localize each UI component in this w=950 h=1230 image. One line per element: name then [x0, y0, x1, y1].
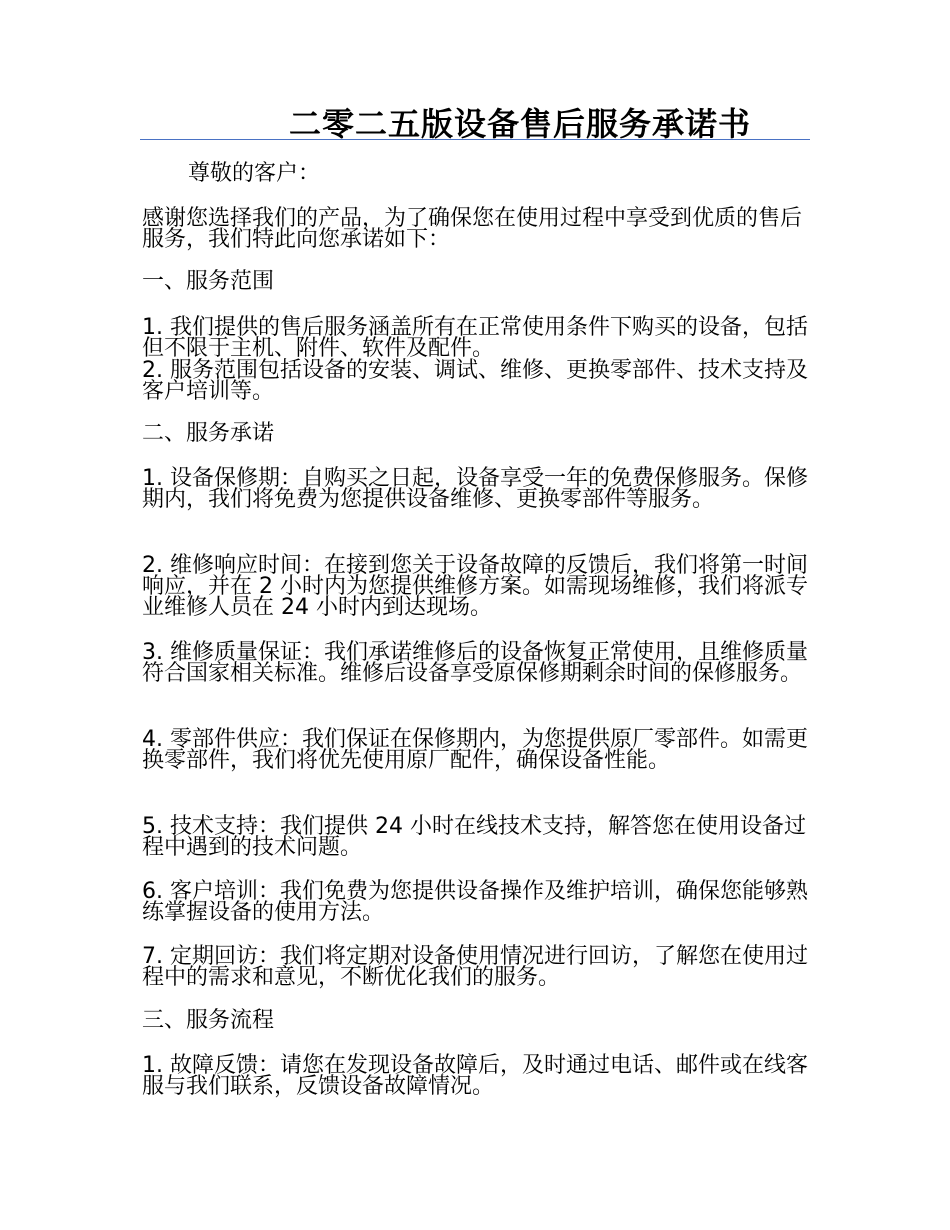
scope-item-2: 2. 服务范围包括设备的安装、调试、维修、更换零部件、技术支持及客户培训等。 — [142, 358, 808, 404]
section-heading-process: 三、服务流程 — [142, 1008, 275, 1033]
process-item-1: 1. 故障反馈：请您在发现设备故障后，及时通过电话、邮件或在线客服与我们联系，反馈设备故障情况。 — [142, 1053, 808, 1099]
section-heading-scope: 一、服务范围 — [142, 269, 275, 294]
commitment-item-5: 5. 技术支持：我们提供 24 小时在线技术支持，解答您在使用设备过程中遇到的技术问题。 — [142, 814, 806, 860]
title-underline — [140, 139, 810, 140]
commitment-item-6: 6. 客户培训：我们免费为您提供设备操作及维护培训，确保您能够熟练掌握设备的使用方法。 — [142, 879, 808, 925]
scope-item-1: 1. 我们提供的售后服务涵盖所有在正常使用条件下购买的设备，包括但不限于主机、附件、软件及配件。 — [142, 315, 808, 361]
intro-paragraph: 感谢您选择我们的产品，为了确保您在使用过程中享受到优质的售后服务，我们特此向您承诺如下： — [142, 206, 803, 252]
commitment-item-1: 1. 设备保修期：自购买之日起，设备享受一年的免费保修服务。保修期内，我们将免费为您提供设备维修、更换零部件等服务。 — [142, 466, 808, 512]
commitment-item-3: 3. 维修质量保证：我们承诺维修后的设备恢复正常使用，且维修质量符合国家相关标准。维修后设备享受原保修期剩余时间的保修服务。 — [142, 640, 808, 686]
section-heading-commitment: 二、服务承诺 — [142, 421, 275, 446]
greeting: 尊敬的客户： — [188, 161, 321, 186]
commitment-item-4: 4. 零部件供应：我们保证在保修期内，为您提供原厂零部件。如需更换零部件，我们将优先使用原厂配件，确保设备性能。 — [142, 727, 808, 773]
commitment-item-7: 7. 定期回访：我们将定期对设备使用情况进行回访，了解您在使用过程中的需求和意见，不断优化我们的服务。 — [142, 944, 808, 990]
document-title: 二零二五版设备售后服务承诺书 — [288, 105, 751, 143]
commitment-item-2: 2. 维修响应时间：在接到您关于设备故障的反馈后，我们将第一时间响应，并在 2 小时内为您提供维修方案。如需现场维修，我们将派专业维修人员在 24 小时内到达现场。 — [142, 553, 808, 620]
